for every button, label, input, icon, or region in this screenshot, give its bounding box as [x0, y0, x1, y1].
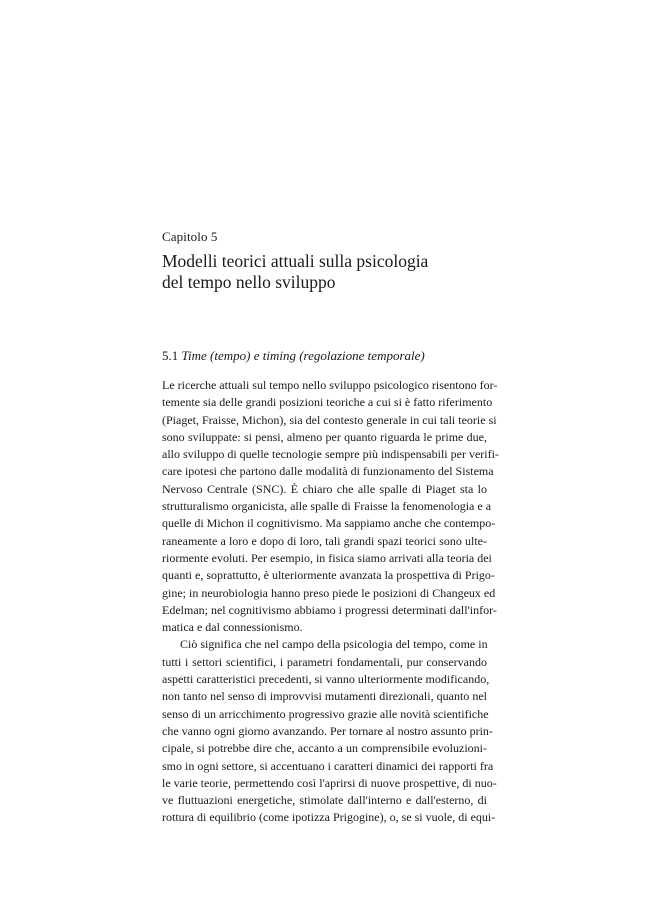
text-line: smo in ogni settore, si accentuano i caratteri dinamici dei rapporti fra [162, 758, 494, 773]
text-line: allo sviluppo di quelle tecnologie sempre più indispensabili per verifi- [162, 447, 499, 462]
text-line: riormente evoluti. Per esempio, in fisica siamo arrivati alla teoria dei [162, 550, 492, 565]
text-line: che vanno ogni giorno avanzando. Per tornare al nostro assunto prin- [162, 723, 493, 738]
text-line: cipale, si potrebbe dire che, accanto a un comprensibile evoluzioni- [162, 741, 487, 756]
text-line: quanti e, soprattutto, è ulteriormente avanzata la prospettiva di Prigo- [162, 568, 495, 583]
text-line: Nervoso Centrale (SNC). È chiaro che alle spalle di Piaget sta lo [162, 481, 487, 496]
paragraph-1 [162, 377, 499, 636]
text-line: matica e dal connessionismo. [162, 620, 303, 635]
text-line: le varie teorie, permettendo così l'aprirsi di nuove prospettive, di nuo- [162, 775, 497, 790]
text-line: temente sia delle grandi posizioni teoriche a cui si è fatto riferimento [162, 395, 493, 410]
text-line: (Piaget, Fraisse, Michon), sia del contesto generale in cui tali teorie si [162, 412, 497, 427]
text-line: Ciò significa che nel campo della psicologia del tempo, come in [180, 637, 488, 652]
section-title: Time (tempo) e timing (regolazione temporale) [181, 348, 425, 363]
text-line: tutti i settori scientifici, i parametri fondamentali, pur conservando [162, 654, 487, 669]
text-line: senso di un arricchimento progressivo grazie alle novità scientifiche [162, 706, 489, 721]
chapter-label: Capitolo 5 [162, 229, 218, 244]
text-line: ve fluttuazioni energetiche, stimolate dall'interno e dall'esterno, di [162, 793, 487, 808]
text-line: rottura di equilibrio (come ipotizza Prigogine), o, se si vuole, di equi- [162, 810, 496, 825]
chapter-title [162, 251, 492, 293]
body-text [162, 377, 499, 827]
text-line: non tanto nel senso di improvvisi mutamenti direzionali, quanto nel [162, 689, 487, 704]
text-line: care ipotesi che partono dalle modalità di funzionamento del Sistema [162, 464, 494, 479]
text-line: Edelman; nel cognitivismo abbiamo i progressi determinati dall'infor- [162, 602, 497, 617]
section-number: 5.1 [162, 348, 179, 363]
text-line: strutturalismo organicista, alle spalle di Fraisse la fenomenologia e a [162, 499, 492, 514]
text-line: Le ricerche attuali sul tempo nello sviluppo psicologico risentono for- [162, 378, 498, 392]
chapter-title-line: del tempo nello sviluppo [162, 272, 336, 292]
text-line: quelle di Michon il cognitivismo. Ma sappiamo anche che contempo- [162, 516, 496, 531]
chapter-title-line: Modelli teorici attuali sulla psicologia [162, 251, 429, 271]
paragraph-2 [162, 636, 497, 826]
text-line: raneamente a loro e dopo di loro, tali grandi spazi teorici sono ulte- [162, 533, 487, 548]
text-line: sono sviluppate: si pensi, almeno per quanto riguarda le prime due, [162, 429, 487, 444]
text-line: aspetti caratteristici precedenti, si vanno ulteriormente modificando, [162, 672, 490, 687]
section-heading [162, 348, 425, 364]
text-line: gine; in neurobiologia hanno preso piede le posizioni di Changeux ed [162, 585, 496, 600]
